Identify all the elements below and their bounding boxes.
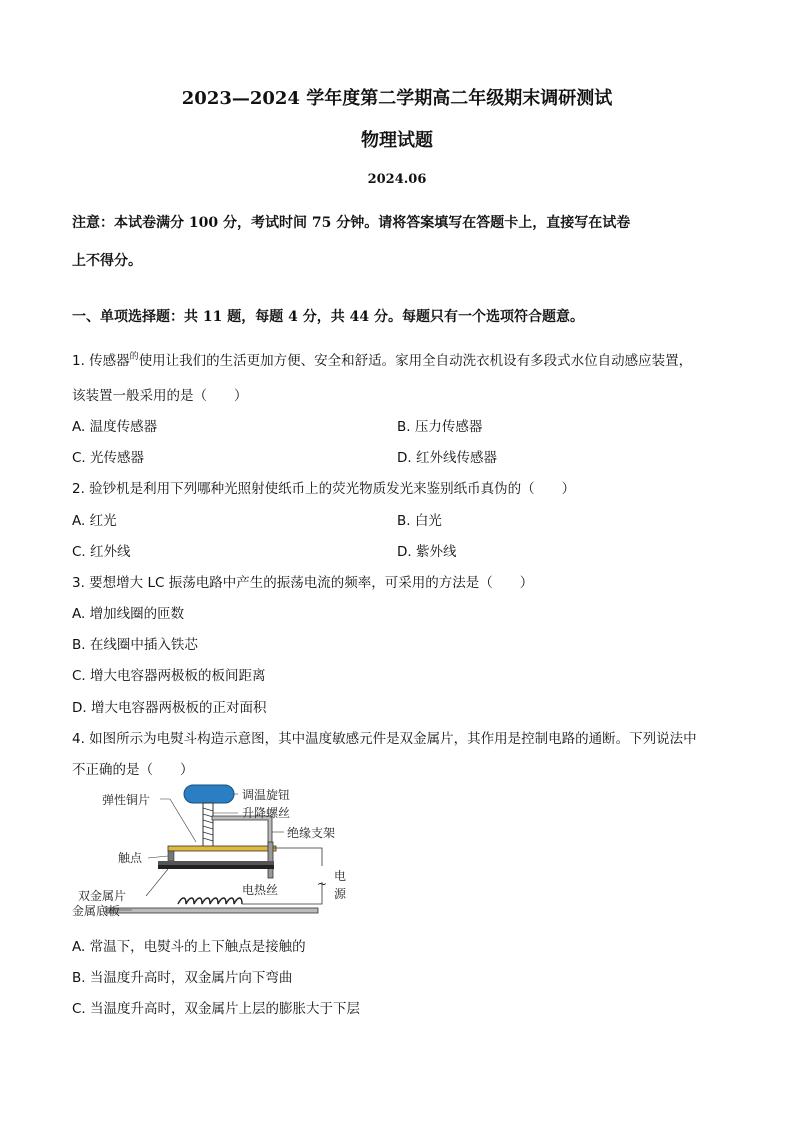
question-1-option-d: D. 红外线传感器 — [397, 450, 497, 466]
exam-date: 2024.06 — [367, 172, 427, 187]
electric-iron-diagram — [72, 782, 372, 922]
question-1-option-a: A. 温度传感器 — [72, 419, 158, 435]
question-2-option-a: A. 红光 — [72, 513, 117, 529]
question-3-option-b: B. 在线圈中插入铁芯 — [72, 637, 198, 653]
question-3-option-c: C. 增大电容器两极板的板间距离 — [72, 668, 266, 684]
question-2-stem: 2. 验钞机是利用下列哪种光照射使纸币上的荧光物质发光来鉴别纸币真伪的（ ） — [72, 481, 576, 497]
base-plate — [106, 908, 318, 913]
contact-point — [168, 851, 174, 861]
label-base: 金属底板 — [72, 904, 121, 918]
question-1-stem-b: 使用让我们的生活更加方便、安全和舒适。家用全自动洗衣机设有多段式水位自动感应装置， — [138, 353, 693, 369]
wire-top — [273, 848, 322, 866]
notice-line-2: 上不得分。 — [72, 253, 142, 269]
label-heater: 电热丝 — [242, 883, 279, 897]
question-1-stem-2: 该装置一般采用的是（ ） — [72, 388, 248, 404]
question-4-stem-2: 不正确的是（ ） — [72, 762, 194, 778]
subject-title: 物理试题 — [361, 130, 433, 151]
leader-spring — [160, 799, 196, 842]
label-power-2: 源 — [334, 887, 347, 901]
knob-shape — [184, 785, 234, 803]
copper-plate — [168, 846, 276, 851]
question-3-option-d: D. 增大电容器两极板的正对面积 — [72, 700, 267, 716]
question-3-stem: 3. 要想增大 LC 振荡电路中产生的振荡电流的频率，可采用的方法是（ ） — [72, 575, 534, 591]
label-bimetal: 双金属片 — [78, 889, 127, 903]
question-4-option-a: A. 常温下，电熨斗的上下触点是接触的 — [72, 939, 306, 955]
question-1-option-b: B. 压力传感器 — [397, 419, 483, 435]
question-4-option-c: C. 当温度升高时，双金属片上层的膨胀大于下层 — [72, 1001, 361, 1017]
heater-coil — [178, 898, 242, 904]
question-2-option-b: B. 白光 — [397, 513, 442, 529]
question-1-stem-a: 1. 传感器 — [72, 353, 130, 369]
question-2-option-c: C. 红外线 — [72, 544, 131, 560]
bimetal-upper — [158, 861, 274, 865]
label-power-symbol: ~ — [317, 877, 328, 891]
support-frame — [212, 816, 272, 848]
question-1-stem — [72, 349, 692, 369]
label-power-1: 电 — [334, 869, 347, 883]
label-knob: 调温旋钮 — [242, 788, 291, 802]
label-spring: 弹性铜片 — [102, 793, 151, 807]
question-4-option-b: B. 当温度升高时，双金属片向下弯曲 — [72, 970, 293, 986]
notice-line-1: 注意：本试卷满分 100 分，考试时间 75 分钟。请将答案填写在答题卡上，直接写在试卷 — [72, 215, 631, 231]
leader-contact — [148, 856, 168, 858]
label-support: 绝缘支架 — [287, 826, 336, 840]
question-3-option-a: A. 增加线圈的匝数 — [72, 606, 185, 622]
question-4-stem-1: 4. 如图所示为电熨斗构造示意图，其中温度敏感元件是双金属片，其作用是控制电路的通断。下列说法中 — [72, 731, 697, 747]
exam-title: 2023—2024 学年度第二学期高二年级期末调研测试 — [181, 88, 613, 109]
label-contact: 触点 — [118, 851, 143, 865]
question-2-option-d: D. 紫外线 — [397, 544, 457, 560]
bimetal-lower — [158, 865, 274, 869]
leader-bimetal — [146, 869, 168, 896]
question-1-option-c: C. 光传感器 — [72, 450, 145, 466]
section-heading: 一、单项选择题：共 11 题，每题 4 分，共 44 分。每题只有一个选项符合题意。 — [72, 309, 584, 325]
label-screw: 升降螺丝 — [242, 806, 291, 820]
question-1-mark: 的 — [129, 352, 139, 362]
support-post — [268, 842, 273, 878]
